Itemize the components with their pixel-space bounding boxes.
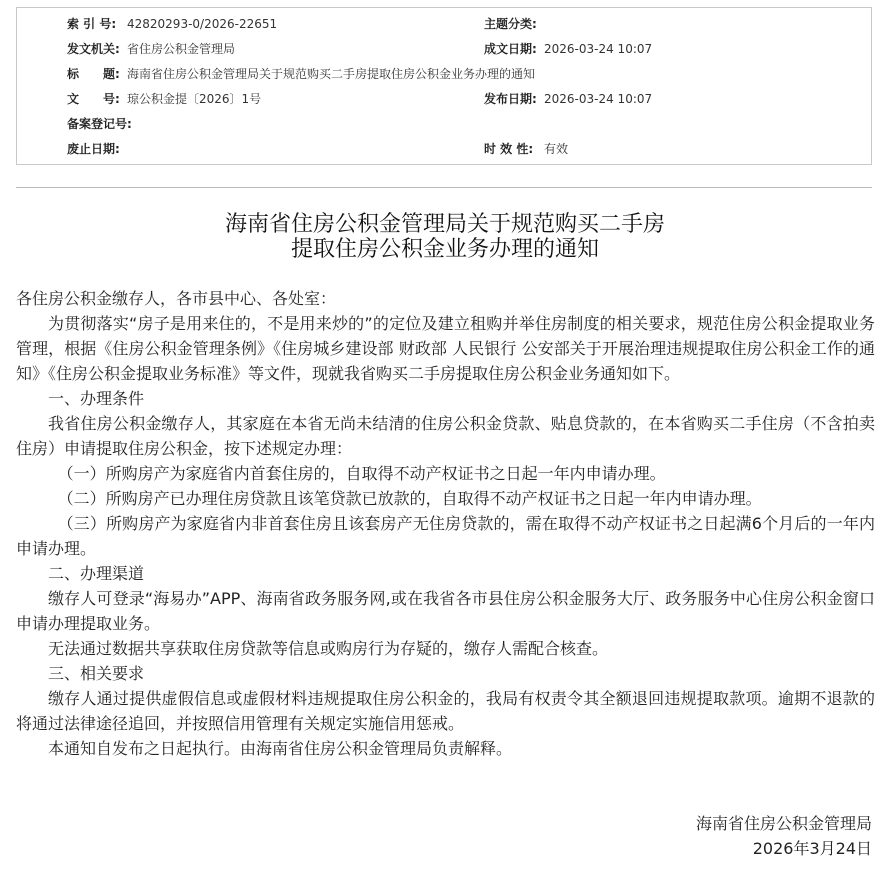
intro-paragraph: 为贯彻落实“房子是用来住的，不是用来炒的”的定位及建立租购并举住房制度的相关要求，规范住房公积金提取业务管理，根据《住房公积金管理条例》《住房城乡建设部 财政部 人民银行 公安部关于开展治理违规提取住房公积金工作的通知》《住房公积金提取业务标准》等文件，现就我省购买二手房提取住房公积金业务通知如下。 [16,314,875,383]
section-2-paragraph-2: 无法通过数据共享获取住房贷款等信息或购房行为存疑的，缴存人需配合核查。 [48,639,609,658]
section-1-heading: 一、办理条件 [48,389,145,408]
meta-record-label: 备案登记号: [67,117,132,131]
meta-index-label: 索 引 号: [67,17,117,31]
meta-publish-label: 发布日期: [484,92,537,106]
section-1-item-3: （三）所购房产为家庭省内非首套住房且该套房产无住房贷款的，需在取得不动产权证书之日起满6个月后的一年内申请办理。 [16,514,875,558]
meta-record-row [67,114,132,134]
meta-title-row [67,64,535,84]
section-3-heading: 三、相关要求 [48,664,145,683]
meta-docno-row [67,89,261,109]
meta-date-row [484,39,652,59]
meta-date-label: 成文日期: [484,42,537,56]
document-title-line-2: 提取住房公积金业务办理的通知 [290,237,599,262]
section-3-paragraph-1: 缴存人通过提供虚假信息或虚假材料违规提取住房公积金的，我局有权责令其全额退回违规提取款项。逾期不退款的将通过法律途径追回，并按照信用管理有关规定实施信用惩戒。 [16,689,875,733]
meta-issuer-label: 发文机关: [67,42,120,56]
meta-validity-value: 有效 [544,142,569,156]
meta-index-row [67,14,277,34]
signature-date: 2026年3月24日 [752,839,872,858]
section-3-paragraph-2: 本通知自发布之日起执行。由海南省住房公积金管理局负责解释。 [48,739,513,758]
document-title-line-1: 海南省住房公积金管理局关于规范购买二手房 [224,212,665,237]
meta-docno-value: 琼公积金提〔2026〕1号 [127,92,262,106]
meta-title-value: 海南省住房公积金管理局关于规范购买二手房提取住房公积金业务办理的通知 [127,67,536,81]
meta-date-value: 2026-03-24 10:07 [544,42,653,56]
document-body [16,286,875,761]
section-1-item-2: （二）所购房产已办理住房贷款且该笔贷款已放款的，自取得不动产权证书之日起一年内申请办理。 [57,489,762,508]
meta-validity-row [484,139,568,159]
meta-publish-value: 2026-03-24 10:07 [544,92,653,106]
meta-docno-label: 文 号: [67,92,120,106]
section-1-item-1: （一）所购房产为家庭省内首套住房的，自取得不动产权证书之日起一年内申请办理。 [57,464,666,483]
meta-abolish-row [67,139,127,159]
signature-organization: 海南省住房公积金管理局 [695,814,872,833]
section-2-paragraph-1: 缴存人可登录“海易办”APP、海南省政务服务网,或在我省各市县住房公积金服务大厅、政务服务中心住房公积金窗口申请办理提取业务。 [16,589,875,633]
section-1-paragraph: 我省住房公积金缴存人，其家庭在本省无尚未结清的住房公积金贷款、贴息贷款的，在本省购买二手住房（不含拍卖住房）申请提取住房公积金，按下述规定办理： [16,414,875,458]
section-2-heading: 二、办理渠道 [48,564,145,583]
meta-issuer-value: 省住房公积金管理局 [127,42,236,56]
meta-topic-label: 主题分类: [484,17,537,31]
meta-abolish-label: 废止日期: [67,142,120,156]
meta-title-label: 标 题: [67,67,120,81]
header-divider [16,187,872,188]
meta-validity-label: 时 效 性: [484,142,534,156]
meta-publish-row [484,89,652,109]
meta-topic-row [484,14,544,34]
meta-issuer-row [67,39,235,59]
salutation: 各住房公积金缴存人，各市县中心、各处室： [16,289,337,308]
meta-index-value: 42820293-0/2026-22651 [127,17,278,31]
